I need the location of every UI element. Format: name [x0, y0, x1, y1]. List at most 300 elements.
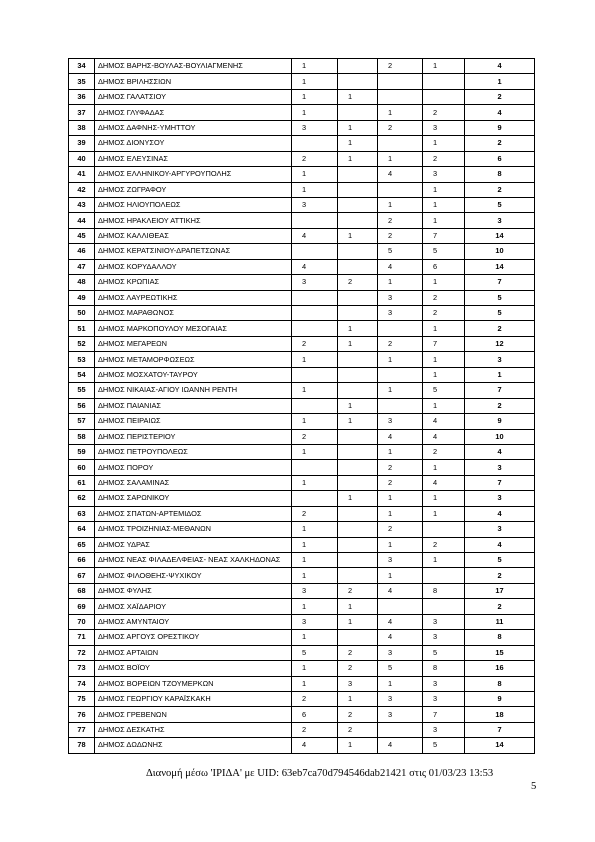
- value-col-3: 1: [378, 537, 423, 552]
- row-number: 49: [69, 290, 95, 305]
- value-col-3: 4: [378, 167, 423, 182]
- value-col-4: 1: [423, 460, 465, 475]
- row-number: 48: [69, 275, 95, 290]
- value-col-4: 8: [423, 661, 465, 676]
- value-col-2: 1: [338, 599, 378, 614]
- municipality-name: ΔΗΜΟΣ ΚΡΩΠΙΑΣ: [95, 275, 292, 290]
- value-col-4: 2: [423, 290, 465, 305]
- value-col-3: [378, 722, 423, 737]
- value-col-2: 1: [338, 321, 378, 336]
- row-total: 9: [465, 120, 535, 135]
- table-row: [69, 321, 535, 336]
- row-number: 75: [69, 691, 95, 706]
- row-number: 57: [69, 414, 95, 429]
- value-col-3: [378, 599, 423, 614]
- table-row: [69, 120, 535, 135]
- value-col-3: 4: [378, 738, 423, 753]
- value-col-3: [378, 367, 423, 382]
- value-col-1: [292, 290, 338, 305]
- value-col-3: [378, 398, 423, 413]
- value-col-3: 4: [378, 630, 423, 645]
- value-col-1: 2: [292, 722, 338, 737]
- value-col-3: 5: [378, 244, 423, 259]
- value-col-3: 1: [378, 444, 423, 459]
- table-row: [69, 105, 535, 120]
- value-col-4: 7: [423, 707, 465, 722]
- row-total: 2: [465, 321, 535, 336]
- municipality-name: ΔΗΜΟΣ ΗΡΑΚΛΕΙΟΥ ΑΤΤΙΚΗΣ: [95, 213, 292, 228]
- row-number: 60: [69, 460, 95, 475]
- table-row: [69, 398, 535, 413]
- value-col-4: 5: [423, 383, 465, 398]
- value-col-1: 1: [292, 105, 338, 120]
- value-col-4: 2: [423, 105, 465, 120]
- table-row: [69, 444, 535, 459]
- value-col-2: 1: [338, 691, 378, 706]
- value-col-2: [338, 244, 378, 259]
- value-col-1: 1: [292, 182, 338, 197]
- value-col-3: 2: [378, 228, 423, 243]
- table-row: [69, 59, 535, 74]
- value-col-2: [338, 74, 378, 89]
- value-col-4: 1: [423, 213, 465, 228]
- value-col-3: 2: [378, 336, 423, 351]
- table-row: [69, 275, 535, 290]
- value-col-1: 1: [292, 568, 338, 583]
- row-total: 3: [465, 522, 535, 537]
- value-col-4: 1: [423, 182, 465, 197]
- value-col-3: 3: [378, 691, 423, 706]
- row-total: 7: [465, 475, 535, 490]
- row-total: 18: [465, 707, 535, 722]
- row-total: 8: [465, 167, 535, 182]
- municipality-name: ΔΗΜΟΣ ΓΑΛΑΤΣΙΟΥ: [95, 89, 292, 104]
- table-row: [69, 460, 535, 475]
- municipality-name: ΔΗΜΟΣ ΦΥΛΗΣ: [95, 583, 292, 598]
- value-col-1: 1: [292, 352, 338, 367]
- value-col-3: 2: [378, 59, 423, 74]
- value-col-4: [423, 568, 465, 583]
- row-number: 65: [69, 537, 95, 552]
- table-row: [69, 74, 535, 89]
- value-col-4: 1: [423, 352, 465, 367]
- municipality-name: ΔΗΜΟΣ ΣΑΡΩΝΙΚΟΥ: [95, 491, 292, 506]
- municipality-name: ΔΗΜΟΣ ΠΕΙΡΑΙΩΣ: [95, 414, 292, 429]
- table-row: [69, 306, 535, 321]
- table-row: [69, 630, 535, 645]
- value-col-3: 3: [378, 290, 423, 305]
- value-col-4: [423, 522, 465, 537]
- value-col-1: [292, 398, 338, 413]
- value-col-2: [338, 59, 378, 74]
- value-col-3: 4: [378, 259, 423, 274]
- value-col-1: 1: [292, 522, 338, 537]
- row-number: 50: [69, 306, 95, 321]
- row-number: 35: [69, 74, 95, 89]
- value-col-1: 2: [292, 506, 338, 521]
- row-total: 14: [465, 738, 535, 753]
- value-col-4: 1: [423, 136, 465, 151]
- value-col-1: [292, 244, 338, 259]
- value-col-1: 1: [292, 553, 338, 568]
- value-col-3: 1: [378, 151, 423, 166]
- table-row: [69, 691, 535, 706]
- municipality-name: ΔΗΜΟΣ ΝΕΑΣ ΦΙΛΑΔΕΛΦΕΙΑΣ- ΝΕΑΣ ΧΑΛΚΗΔΟΝΑΣ: [95, 553, 292, 568]
- row-number: 68: [69, 583, 95, 598]
- value-col-2: 2: [338, 275, 378, 290]
- row-total: 4: [465, 59, 535, 74]
- row-total: 17: [465, 583, 535, 598]
- value-col-4: 1: [423, 553, 465, 568]
- row-number: 70: [69, 614, 95, 629]
- value-col-3: 1: [378, 506, 423, 521]
- municipality-name: ΔΗΜΟΣ ΠΕΤΡΟΥΠΟΛΕΩΣ: [95, 444, 292, 459]
- value-col-1: 2: [292, 429, 338, 444]
- row-total: 8: [465, 630, 535, 645]
- row-total: 5: [465, 553, 535, 568]
- row-number: 47: [69, 259, 95, 274]
- municipality-name: ΔΗΜΟΣ ΒΑΡΗΣ-ΒΟΥΛΑΣ-ΒΟΥΛΙΑΓΜΕΝΗΣ: [95, 59, 292, 74]
- row-number: 37: [69, 105, 95, 120]
- value-col-2: 2: [338, 707, 378, 722]
- table-row: [69, 614, 535, 629]
- value-col-1: 1: [292, 661, 338, 676]
- row-total: 7: [465, 275, 535, 290]
- value-col-1: [292, 213, 338, 228]
- value-col-2: 2: [338, 583, 378, 598]
- distribution-footer: Διανομή μέσω 'ΙΡΙΔΑ' με UID: 63eb7ca70d794546dab21421 στις 01/03/23 13:53: [146, 768, 494, 779]
- value-col-1: 4: [292, 738, 338, 753]
- table-row: [69, 259, 535, 274]
- row-total: 1: [465, 74, 535, 89]
- row-number: 64: [69, 522, 95, 537]
- row-total: 7: [465, 383, 535, 398]
- row-number: 74: [69, 676, 95, 691]
- table-row: [69, 553, 535, 568]
- value-col-4: 5: [423, 738, 465, 753]
- value-col-2: [338, 383, 378, 398]
- row-total: 2: [465, 89, 535, 104]
- row-total: 2: [465, 398, 535, 413]
- value-col-3: 1: [378, 491, 423, 506]
- value-col-2: [338, 537, 378, 552]
- value-col-1: 1: [292, 599, 338, 614]
- value-col-3: 1: [378, 105, 423, 120]
- municipality-name: ΔΗΜΟΣ ΚΕΡΑΤΣΙΝΙΟΥ-ΔΡΑΠΕΤΣΩΝΑΣ: [95, 244, 292, 259]
- municipality-name: ΔΗΜΟΣ ΛΑΥΡΕΩΤΙΚΗΣ: [95, 290, 292, 305]
- value-col-1: 1: [292, 167, 338, 182]
- value-col-4: 3: [423, 676, 465, 691]
- value-col-4: 4: [423, 475, 465, 490]
- municipality-name: ΔΗΜΟΣ ΠΑΙΑΝΙΑΣ: [95, 398, 292, 413]
- municipality-name: ΔΗΜΟΣ ΑΡΓΟΥΣ ΟΡΕΣΤΙΚΟΥ: [95, 630, 292, 645]
- value-col-4: 2: [423, 444, 465, 459]
- row-total: 2: [465, 568, 535, 583]
- row-number: 62: [69, 491, 95, 506]
- value-col-2: [338, 182, 378, 197]
- table-row: [69, 676, 535, 691]
- value-col-2: 1: [338, 89, 378, 104]
- value-col-3: 2: [378, 120, 423, 135]
- row-total: 9: [465, 414, 535, 429]
- row-total: 5: [465, 290, 535, 305]
- value-col-1: [292, 367, 338, 382]
- value-col-1: 1: [292, 676, 338, 691]
- value-col-4: 8: [423, 583, 465, 598]
- value-col-2: 1: [338, 414, 378, 429]
- value-col-2: 1: [338, 398, 378, 413]
- row-number: 54: [69, 367, 95, 382]
- row-number: 43: [69, 197, 95, 212]
- table-row: [69, 197, 535, 212]
- value-col-4: [423, 89, 465, 104]
- value-col-3: 5: [378, 661, 423, 676]
- value-col-3: 1: [378, 197, 423, 212]
- value-col-3: 1: [378, 383, 423, 398]
- municipality-name: ΔΗΜΟΣ ΕΛΛΗΝΙΚΟΥ-ΑΡΓΥΡΟΥΠΟΛΗΣ: [95, 167, 292, 182]
- value-col-2: [338, 213, 378, 228]
- value-col-2: 2: [338, 645, 378, 660]
- municipality-name: ΔΗΜΟΣ ΜΑΡΚΟΠΟΥΛΟΥ ΜΕΣΟΓΑΙΑΣ: [95, 321, 292, 336]
- value-col-3: [378, 182, 423, 197]
- municipality-name: ΔΗΜΟΣ ΝΙΚΑΙΑΣ-ΑΓΙΟΥ ΙΩΑΝΝΗ ΡΕΝΤΗ: [95, 383, 292, 398]
- value-col-1: 2: [292, 691, 338, 706]
- value-col-3: 4: [378, 429, 423, 444]
- municipality-name: ΔΗΜΟΣ ΕΛΕΥΣΙΝΑΣ: [95, 151, 292, 166]
- row-number: 59: [69, 444, 95, 459]
- value-col-1: 6: [292, 707, 338, 722]
- value-col-4: 7: [423, 336, 465, 351]
- value-col-1: 1: [292, 89, 338, 104]
- row-total: 15: [465, 645, 535, 660]
- value-col-1: 3: [292, 614, 338, 629]
- table-row: [69, 244, 535, 259]
- municipality-name: ΔΗΜΟΣ ΒΟΡΕΙΩΝ ΤΖΟΥΜΕΡΚΩΝ: [95, 676, 292, 691]
- value-col-1: 2: [292, 151, 338, 166]
- municipality-name: ΔΗΜΟΣ ΣΠΑΤΩΝ-ΑΡΤΕΜΙΔΟΣ: [95, 506, 292, 521]
- table-row: [69, 475, 535, 490]
- table-row: [69, 367, 535, 382]
- value-col-1: 1: [292, 444, 338, 459]
- value-col-2: [338, 167, 378, 182]
- row-total: 8: [465, 676, 535, 691]
- row-total: 4: [465, 105, 535, 120]
- table-row: [69, 290, 535, 305]
- value-col-4: 1: [423, 321, 465, 336]
- value-col-4: 3: [423, 614, 465, 629]
- table-row: [69, 89, 535, 104]
- value-col-1: 4: [292, 259, 338, 274]
- municipality-name: ΔΗΜΟΣ ΚΑΛΛΙΘΕΑΣ: [95, 228, 292, 243]
- row-number: 71: [69, 630, 95, 645]
- row-number: 78: [69, 738, 95, 753]
- value-col-3: 1: [378, 352, 423, 367]
- table-row: [69, 506, 535, 521]
- row-number: 77: [69, 722, 95, 737]
- value-col-3: 1: [378, 275, 423, 290]
- value-col-1: 3: [292, 197, 338, 212]
- table-row: [69, 491, 535, 506]
- row-total: 2: [465, 136, 535, 151]
- value-col-2: 1: [338, 336, 378, 351]
- value-col-4: 5: [423, 244, 465, 259]
- row-total: 12: [465, 336, 535, 351]
- value-col-3: 3: [378, 707, 423, 722]
- municipality-name: ΔΗΜΟΣ ΣΑΛΑΜΙΝΑΣ: [95, 475, 292, 490]
- value-col-2: [338, 522, 378, 537]
- municipality-name: ΔΗΜΟΣ ΜΕΤΑΜΟΡΦΩΣΕΩΣ: [95, 352, 292, 367]
- row-total: 14: [465, 259, 535, 274]
- municipality-name: ΔΗΜΟΣ ΒΡΙΛΗΣΣΙΩΝ: [95, 74, 292, 89]
- value-col-2: [338, 460, 378, 475]
- municipality-name: ΔΗΜΟΣ ΚΟΡΥΔΑΛΛΟΥ: [95, 259, 292, 274]
- municipality-name: ΔΗΜΟΣ ΜΑΡΑΘΩΝΟΣ: [95, 306, 292, 321]
- row-number: 58: [69, 429, 95, 444]
- value-col-3: 3: [378, 553, 423, 568]
- value-col-2: 1: [338, 136, 378, 151]
- value-col-4: 3: [423, 722, 465, 737]
- municipality-name: ΔΗΜΟΣ ΔΙΟΝΥΣΟΥ: [95, 136, 292, 151]
- value-col-1: 3: [292, 583, 338, 598]
- row-total: 3: [465, 491, 535, 506]
- value-col-4: 5: [423, 645, 465, 660]
- municipality-name: ΔΗΜΟΣ ΧΑΪΔΑΡΙΟΥ: [95, 599, 292, 614]
- value-col-3: 3: [378, 645, 423, 660]
- value-col-4: 3: [423, 691, 465, 706]
- table-row: [69, 167, 535, 182]
- value-col-3: 3: [378, 414, 423, 429]
- table-row: [69, 522, 535, 537]
- table-row: [69, 336, 535, 351]
- value-col-3: 1: [378, 568, 423, 583]
- value-col-2: [338, 553, 378, 568]
- row-total: 11: [465, 614, 535, 629]
- row-number: 76: [69, 707, 95, 722]
- row-total: 2: [465, 182, 535, 197]
- value-col-4: 3: [423, 120, 465, 135]
- table-row: [69, 537, 535, 552]
- municipality-name: ΔΗΜΟΣ ΤΡΟΙΖΗΝΙΑΣ-ΜΕΘΑΝΩΝ: [95, 522, 292, 537]
- row-number: 44: [69, 213, 95, 228]
- value-col-2: [338, 367, 378, 382]
- municipality-name: ΔΗΜΟΣ ΔΑΦΝΗΣ-ΥΜΗΤΤΟΥ: [95, 120, 292, 135]
- row-number: 61: [69, 475, 95, 490]
- municipality-name: ΔΗΜΟΣ ΓΛΥΦΑΔΑΣ: [95, 105, 292, 120]
- table-row: [69, 182, 535, 197]
- row-number: 41: [69, 167, 95, 182]
- value-col-4: 7: [423, 228, 465, 243]
- value-col-3: 2: [378, 460, 423, 475]
- row-total: 10: [465, 244, 535, 259]
- row-total: 1: [465, 367, 535, 382]
- value-col-2: 2: [338, 661, 378, 676]
- row-number: 56: [69, 398, 95, 413]
- row-number: 39: [69, 136, 95, 151]
- value-col-3: 1: [378, 676, 423, 691]
- row-total: 4: [465, 506, 535, 521]
- table-row: [69, 645, 535, 660]
- row-total: 3: [465, 460, 535, 475]
- value-col-2: 1: [338, 738, 378, 753]
- table-row: [69, 414, 535, 429]
- value-col-2: 1: [338, 120, 378, 135]
- value-col-2: 1: [338, 151, 378, 166]
- row-number: 73: [69, 661, 95, 676]
- row-number: 36: [69, 89, 95, 104]
- row-number: 63: [69, 506, 95, 521]
- value-col-4: 1: [423, 491, 465, 506]
- value-col-3: [378, 321, 423, 336]
- value-col-4: 3: [423, 167, 465, 182]
- table-row: [69, 228, 535, 243]
- value-col-2: [338, 105, 378, 120]
- value-col-2: 1: [338, 491, 378, 506]
- value-col-4: 1: [423, 367, 465, 382]
- row-number: 69: [69, 599, 95, 614]
- table-body: [69, 59, 535, 754]
- municipality-name: ΔΗΜΟΣ ΠΕΡΙΣΤΕΡΙΟΥ: [95, 429, 292, 444]
- table-row: [69, 738, 535, 753]
- value-col-1: 3: [292, 275, 338, 290]
- value-col-4: 1: [423, 398, 465, 413]
- value-col-4: 1: [423, 197, 465, 212]
- value-col-4: 2: [423, 306, 465, 321]
- row-total: 2: [465, 599, 535, 614]
- row-number: 66: [69, 553, 95, 568]
- value-col-3: 2: [378, 213, 423, 228]
- value-col-2: [338, 352, 378, 367]
- value-col-3: 4: [378, 614, 423, 629]
- row-number: 34: [69, 59, 95, 74]
- row-number: 42: [69, 182, 95, 197]
- value-col-1: [292, 460, 338, 475]
- row-number: 40: [69, 151, 95, 166]
- row-total: 6: [465, 151, 535, 166]
- value-col-1: 1: [292, 414, 338, 429]
- table-row: [69, 583, 535, 598]
- table-row: [69, 568, 535, 583]
- value-col-4: 1: [423, 275, 465, 290]
- row-total: 4: [465, 444, 535, 459]
- municipality-name: ΔΗΜΟΣ ΔΕΣΚΑΤΗΣ: [95, 722, 292, 737]
- value-col-1: [292, 136, 338, 151]
- value-col-2: 1: [338, 614, 378, 629]
- value-col-2: 1: [338, 228, 378, 243]
- row-total: 3: [465, 352, 535, 367]
- row-number: 55: [69, 383, 95, 398]
- value-col-4: 3: [423, 630, 465, 645]
- value-col-4: 2: [423, 151, 465, 166]
- value-col-4: 1: [423, 506, 465, 521]
- row-number: 38: [69, 120, 95, 135]
- value-col-1: [292, 306, 338, 321]
- row-total: 5: [465, 197, 535, 212]
- table-row: [69, 136, 535, 151]
- value-col-1: 1: [292, 74, 338, 89]
- value-col-3: [378, 136, 423, 151]
- value-col-4: 4: [423, 429, 465, 444]
- value-col-1: 1: [292, 475, 338, 490]
- municipality-name: ΔΗΜΟΣ ΗΛΙΟΥΠΟΛΕΩΣ: [95, 197, 292, 212]
- value-col-2: [338, 259, 378, 274]
- row-number: 72: [69, 645, 95, 660]
- table-row: [69, 352, 535, 367]
- row-number: 45: [69, 228, 95, 243]
- table-row: [69, 213, 535, 228]
- value-col-4: [423, 599, 465, 614]
- row-total: 14: [465, 228, 535, 243]
- value-col-2: 2: [338, 722, 378, 737]
